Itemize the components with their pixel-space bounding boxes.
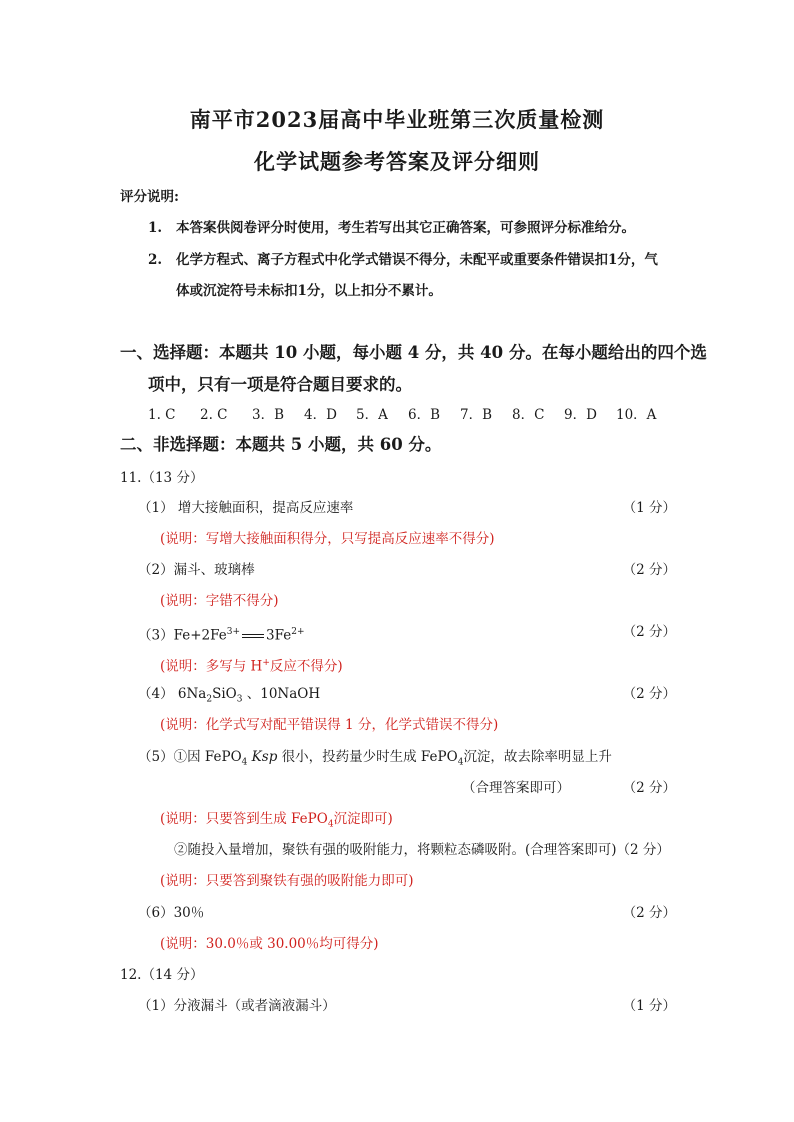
note-2-text-line2: 体或沉淀符号未标扣1分，以上扣分不累计。: [176, 283, 442, 299]
choice-answer: 6．B: [408, 407, 441, 423]
q11-part3-note: (说明：多写与 H+反应不得分): [160, 658, 343, 675]
q12-part1-score: （1 分）: [622, 998, 676, 1014]
choice-answer: 2. C: [200, 407, 228, 423]
q11-part6-score: （2 分）: [622, 905, 676, 921]
choice-answer: 1. C: [148, 407, 176, 423]
q11-part5-note-2: (说明：只要答到聚铁有强的吸附能力即可): [160, 873, 414, 889]
choice-answer: 4．D: [304, 407, 337, 423]
section-1-heading-line2: 项中，只有一项是符合题目要求的。: [148, 375, 412, 394]
choice-answer: 8．C: [512, 407, 545, 423]
q12-heading: 12.（14 分）: [120, 967, 204, 983]
choice-answer: 5．A: [356, 407, 388, 423]
q11-part4-score: （2 分）: [622, 686, 676, 702]
q11-part4-note: (说明：化学式写对配平错误得 1 分，化学式错误不得分): [160, 717, 499, 733]
q11-part1-score: （1 分）: [622, 500, 676, 516]
choice-answers: [148, 406, 656, 424]
choice-answer: 7．B: [460, 407, 493, 423]
q11-part3-score: （2 分）: [622, 624, 676, 640]
section-2-heading: 二、非选择题：本题共 5 小题，共 60 分。: [120, 435, 442, 454]
q11-part5-acceptable: （合理答案即可）: [462, 780, 570, 796]
document-title: 南平市2023届高中毕业班第三次质量检测: [189, 107, 605, 132]
choice-answer: 9．D: [564, 407, 597, 423]
document-subtitle: 化学试题参考答案及评分细则: [254, 149, 540, 174]
notes-heading: 评分说明:: [120, 189, 179, 205]
note-1-text: 本答案供阅卷评分时使用，考生若写出其它正确答案，可参照评分标准给分。: [176, 220, 635, 236]
q11-part2-score: （2 分）: [622, 562, 676, 578]
note-2-text-line1: 化学方程式、离子方程式中化学式错误不得分，未配平或重要条件错误扣1分，气: [176, 252, 658, 268]
q11-part5-note-1: (说明：只要答到生成 FePO$_4$沉淀即可): [160, 811, 393, 830]
q11-part6-note: (说明：30.0％或 30.00％均可得分): [160, 936, 379, 952]
note-1-number: 1.: [148, 220, 163, 236]
q11-part1-answer: （1） 增大接触面积，提高反应速率: [138, 500, 354, 516]
q11-part2-answer: （2）漏斗、玻璃棒: [138, 562, 255, 578]
q11-part5-score: （2 分）: [622, 780, 676, 796]
q11-part5-answer-2: ②随投入量增加，聚铁有强的吸附能力，将颗粒态磷吸附。(合理答案即可)（2 分）: [174, 842, 670, 858]
q11-part3-equation: $(3)Fe+2Fe^{3+}$ $3Fe^{2+}$: [138, 627, 305, 644]
q11-part6-answer: （6）30％: [138, 905, 205, 921]
note-2-number: 2.: [148, 252, 163, 268]
section-1-heading-line1: 一、选择题：本题共 10 小题，每小题 4 分，共 40 分。在每小题给出的四个选: [120, 343, 707, 362]
q11-heading: 11.（13 分）: [120, 470, 204, 486]
choice-answer: 10．A: [616, 407, 657, 423]
choice-answer: 3．B: [252, 407, 285, 423]
q11-part2-note: (说明：字错不得分): [160, 593, 279, 609]
q11-part1-note: (说明：写增大接触面积得分，只写提高反应速率不得分): [160, 531, 495, 547]
q11-part5-answer-1: （5）①因 FePO$_4$ Ksp 很小，投药量少时生成 FePO$_4$沉淀，故去除率明显上升: [138, 749, 612, 768]
equals-sign: [242, 634, 264, 638]
q11-part4-answer: （4） $6Na_2SiO_3$ 、10NaOH: [138, 686, 321, 705]
q12-part1-answer: （1）分液漏斗（或者滴液漏斗）: [138, 998, 336, 1014]
